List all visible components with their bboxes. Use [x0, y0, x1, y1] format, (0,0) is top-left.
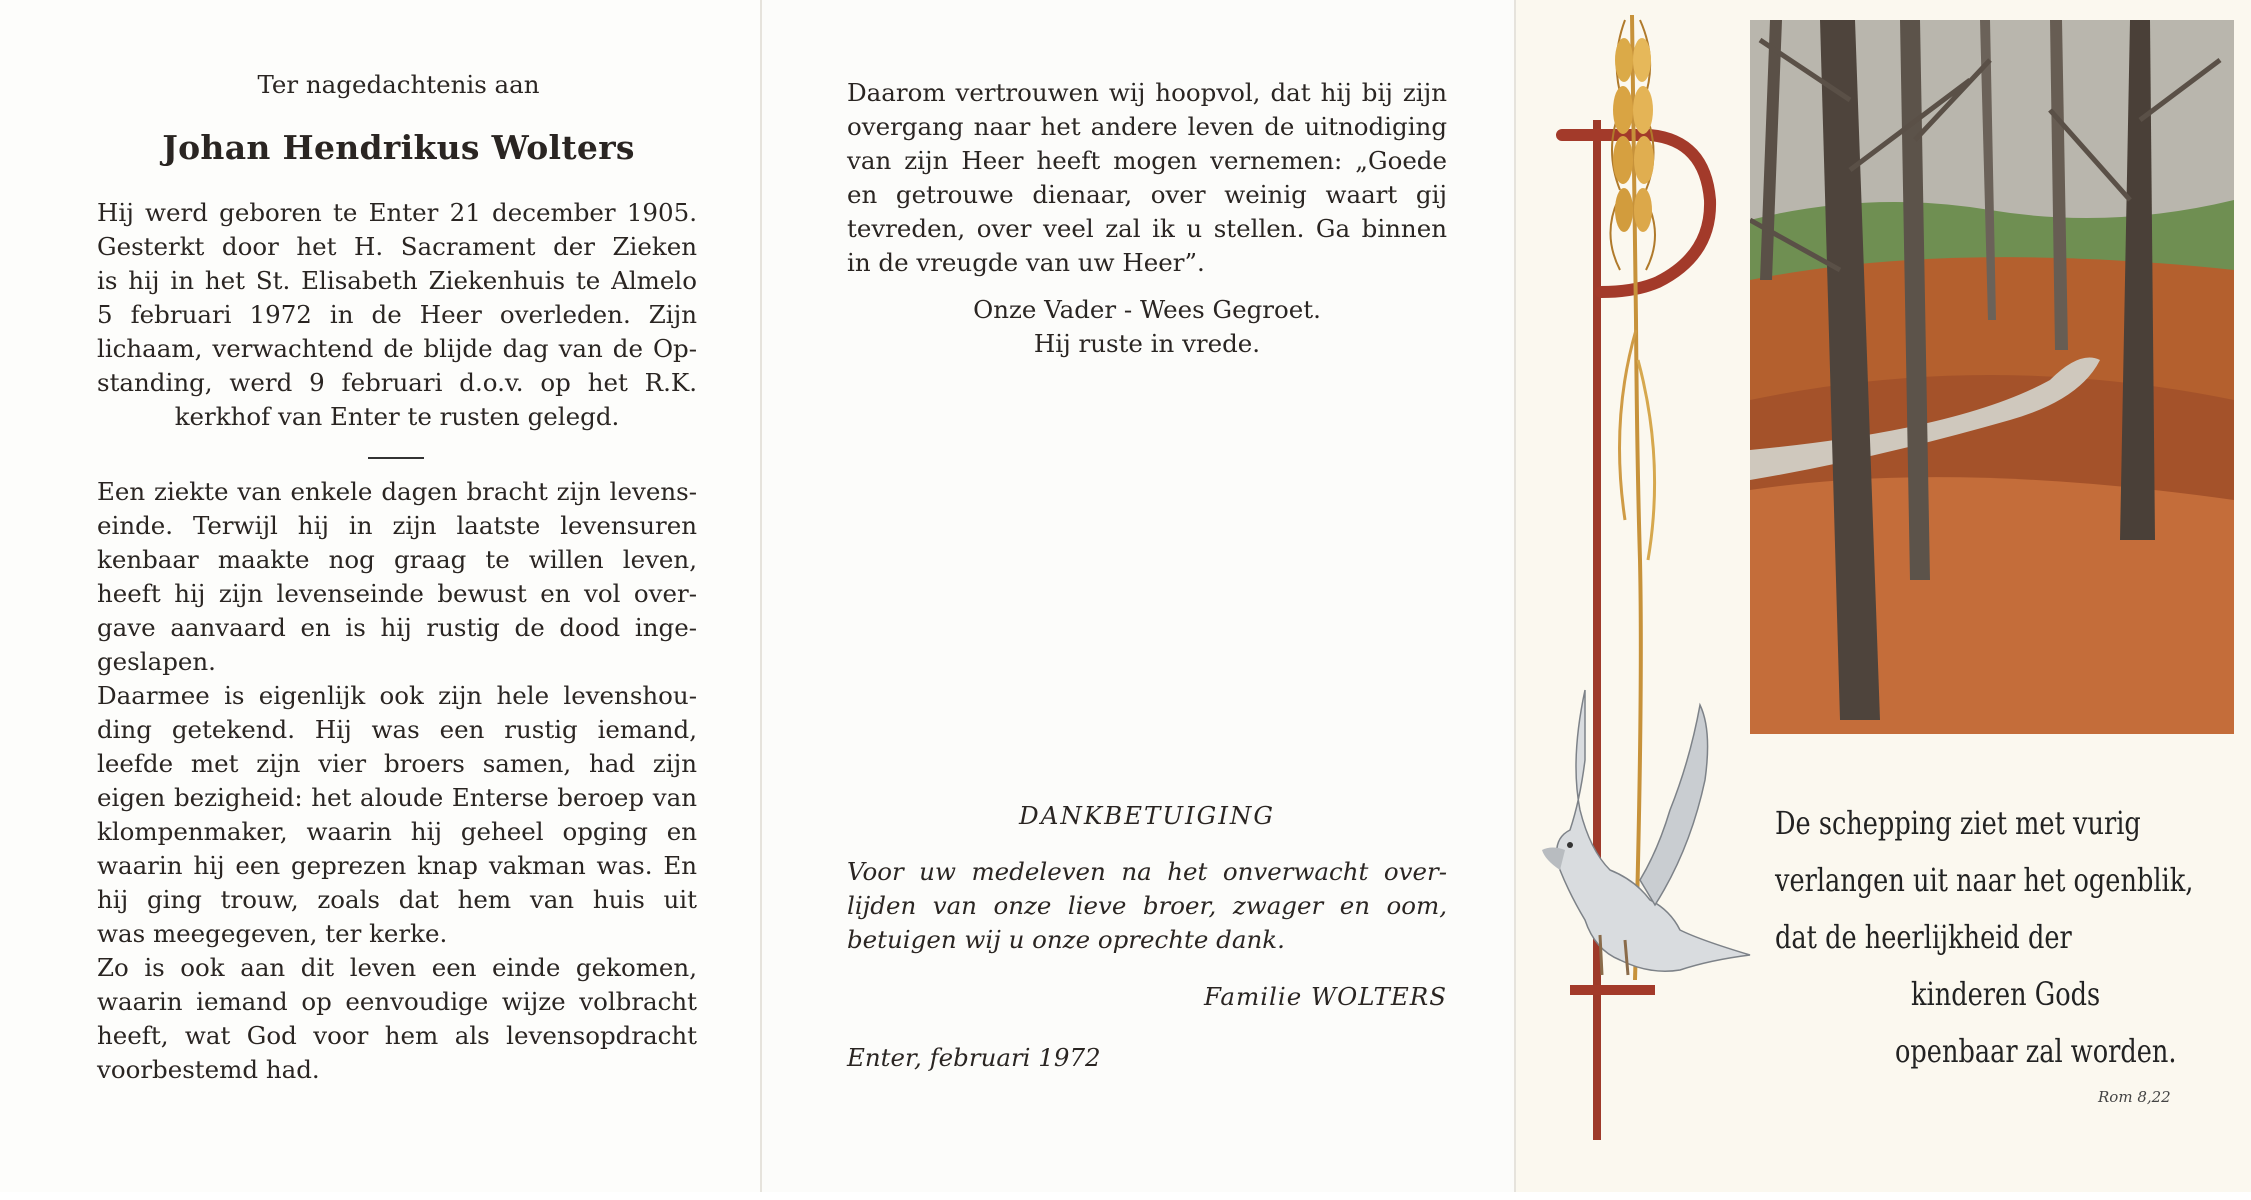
text-line: Een ziekte van enkele dagen bracht zijn levens-: [97, 477, 697, 506]
text-line: Zo is ook aan dit leven een einde gekomen,: [97, 953, 697, 982]
text-line: en getrouwe dienaar, over weinig waart gij: [847, 180, 1447, 209]
text-line: is hij in het St. Elisabeth Ziekenhuis te Almelo: [97, 266, 697, 295]
text-line: hij ging trouw, zoals dat hem van huis uit: [97, 885, 697, 914]
text-line: van zijn Heer heeft mogen vernemen: „Goede: [847, 146, 1447, 175]
deceased-name: Johan Hendrikus Wolters: [162, 128, 635, 167]
verse-line: verlangen uit naar het ogenblik,: [1775, 861, 2194, 899]
text-line: betuigen wij u onze oprechte dank.: [847, 925, 1285, 954]
text-line: ding getekend. Hij was een rustig iemand,: [97, 715, 697, 744]
verse-line: openbaar zal worden.: [1895, 1032, 2177, 1070]
text-line: eigen bezigheid: het aloude Enterse beroep van: [97, 783, 697, 812]
text-line: leefde met zijn vier broers samen, had zijn: [97, 749, 697, 778]
text-line: waarin iemand op eenvoudige wijze volbracht: [97, 987, 697, 1016]
text-line: 5 februari 1972 in de Heer overleden. Zijn: [97, 300, 697, 329]
prayer-block: [847, 293, 1447, 361]
verse-line: dat de heerlijkheid der: [1775, 918, 2072, 956]
text-line: heeft, wat God voor hem als levensopdracht: [97, 1021, 697, 1050]
thanks-heading: DANKBETUIGING: [1019, 801, 1275, 830]
verse-reference: Rom 8,22: [2098, 1088, 2171, 1106]
text-line: Daarom vertrouwen wij hoopvol, dat hij bij zijn: [847, 78, 1447, 107]
separator-rule: [368, 457, 424, 459]
text-line: lijden van onze lieve broer, zwager en oom,: [847, 891, 1447, 920]
dove-icon: [1542, 690, 1750, 975]
memorial-intro: Ter nagedachtenis aan: [257, 70, 540, 99]
text-line: Hij werd geboren te Enter 21 december 1905.: [97, 198, 697, 227]
text-line: geslapen.: [97, 647, 216, 676]
biography-paragraph: [97, 196, 697, 434]
text-line: heeft hij zijn levenseinde bewust en vol over-: [97, 579, 697, 608]
scripture-verse: [1775, 795, 2235, 1080]
text-line: Gesterkt door het H. Sacrament der Zieken: [97, 232, 697, 261]
thanks-paragraph: [847, 855, 1447, 957]
prayer-line: Hij ruste in vrede.: [1033, 329, 1261, 358]
middle-panel: [762, 0, 1514, 1192]
text-line: was meegegeven, ter kerke.: [97, 919, 448, 948]
text-line: klompenmaker, waarin hij geheel opging en: [97, 817, 697, 846]
text-line: gave aanvaard en is hij rustig de dood inge-: [97, 613, 697, 642]
text-line: kenbaar maakte nog graag te willen leven,: [97, 545, 697, 574]
text-line: waarin hij een geprezen knap vakman was. En: [97, 851, 697, 880]
left-panel: [0, 0, 760, 1192]
text-line: overgang naar het andere leven de uitnodiging: [847, 112, 1447, 141]
family-signature: Familie WOLTERS: [1204, 982, 1447, 1011]
text-line: lichaam, verwachtend de blijde dag van de Op-: [97, 334, 697, 363]
prayer-line: Onze Vader - Wees Gegroet.: [973, 295, 1321, 324]
place-date: Enter, februari 1972: [847, 1043, 1101, 1072]
text-line: kerkhof van Enter te rusten gelegd.: [174, 402, 620, 431]
text-line: voorbestemd had.: [97, 1055, 320, 1084]
text-line: in de vreugde van uw Heer”.: [847, 248, 1205, 277]
text-line: Daarmee is eigenlijk ook zijn hele levenshou-: [97, 681, 697, 710]
text-line: einde. Terwijl hij in zijn laatste levensuren: [97, 511, 697, 540]
autumn-forest-photo: [1750, 20, 2234, 734]
verse-line: kinderen Gods: [1911, 975, 2101, 1013]
faith-paragraph: [847, 76, 1447, 280]
verse-line: De schepping ziet met vurig: [1775, 804, 2141, 842]
text-line: standing, werd 9 februari d.o.v. op het R.K.: [97, 368, 697, 397]
text-line: tevreden, over veel zal ik u stellen. Ga binnen: [847, 214, 1447, 243]
cross-wheat-dove-illustration: [1540, 0, 1770, 1192]
text-line: Voor uw medeleven na het onverwacht over-: [847, 857, 1447, 886]
wheat-icon: [1610, 15, 1655, 980]
life-paragraph: [97, 475, 697, 1087]
